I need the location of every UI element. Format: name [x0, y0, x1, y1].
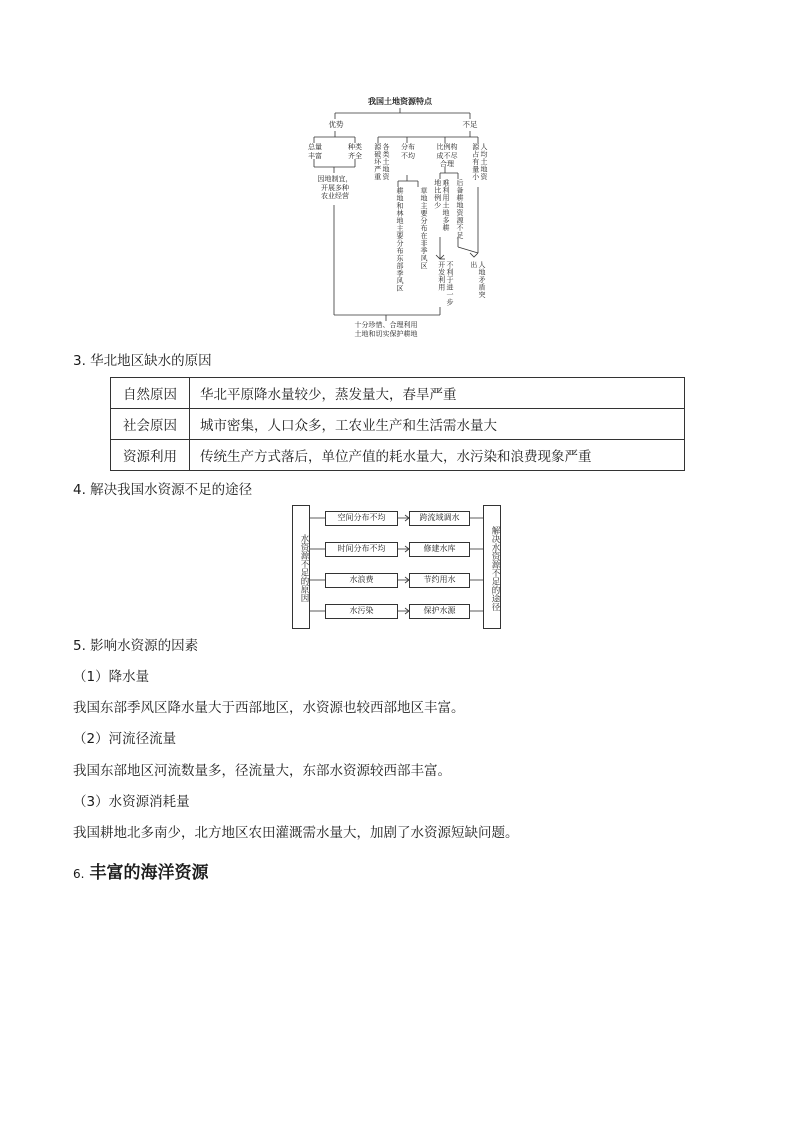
land-col-b1: 耕地和林地主要分布东部季风区 [396, 187, 404, 292]
section5-heading: 5. 影响水资源的因素 [73, 638, 199, 654]
land-total-amount: 总量 丰富 [308, 143, 322, 160]
table-row [111, 378, 685, 409]
section5-text-1: 我国东部季风区降水量大于西部地区，水资源也较西部地区丰富。 [73, 700, 465, 716]
section3-heading: 3. 华北地区缺水的原因 [73, 353, 212, 369]
table-cell-value: 城市密集，人口众多，工农业生产和生活需水量大 [190, 409, 685, 440]
table-cell-key: 自然原因 [111, 378, 190, 409]
land-col-c-top: 比例构 成不尽 合理 [436, 143, 458, 168]
land-col-a-top: 各类土地资源破坏严重 [373, 143, 390, 181]
land-shortage-label: 不足 [462, 120, 478, 129]
cause-box: 空间分布不均 [325, 511, 398, 526]
land-col-e1: 不利于进一步开发利用 [437, 261, 454, 306]
land-diagram-title: 我国土地资源特点 [368, 96, 432, 106]
table-row [111, 440, 685, 471]
section5-text-3: 我国耕地北多南少，北方地区农田灌溉需水量大，加剧了水资源短缺问题。 [73, 825, 519, 841]
section5-sub-3: （3）水资源消耗量 [73, 794, 190, 810]
land-types: 种类 齐全 [348, 143, 362, 160]
land-col-d-top: 人均土地资源占有量小 [471, 143, 488, 181]
cause-box: 水浪费 [325, 573, 398, 588]
section6-heading [73, 858, 209, 883]
solution-box: 节约用水 [409, 573, 470, 588]
section6-title: 丰富的海洋资源 [89, 863, 209, 883]
causes-label-box: 水资源不足的原因 [292, 505, 310, 629]
solution-box: 跨流域调水 [409, 511, 470, 526]
section5-sub-1: （1）降水量 [73, 669, 150, 685]
land-col-e2: 人地矛盾突出 [469, 261, 486, 299]
table-row [111, 409, 685, 440]
cause-box: 水污染 [325, 604, 398, 619]
section5-sub-2: （2）河流径流量 [73, 731, 177, 747]
table-cell-key: 资源利用 [111, 440, 190, 471]
table-cell-value: 传统生产方式落后，单位产值的耗水量大，水污染和浪费现象严重 [190, 440, 685, 471]
land-advantage-label: 优势 [328, 120, 344, 129]
land-resources-diagram [300, 95, 500, 345]
table-cell-value: 华北平原降水量较少，蒸发量大，春旱严重 [190, 378, 685, 409]
land-conclusion: 十分珍惜、合理利用 土地和切实保护耕地 [354, 321, 418, 338]
land-col-b2: 草地主要分布在非季风区 [420, 187, 428, 270]
solution-box: 修建水库 [409, 542, 470, 557]
solution-box: 保护水源 [409, 604, 470, 619]
section4-heading: 4. 解决我国水资源不足的途径 [73, 482, 253, 498]
section5-text-2: 我国东部地区河流数量多，径流量大，东部水资源较西部丰富。 [73, 763, 451, 779]
table-cell-key: 社会原因 [111, 409, 190, 440]
water-shortage-table [110, 377, 685, 471]
land-col-b-top: 分布 不均 [401, 143, 415, 160]
cause-box: 时间分布不均 [325, 542, 398, 557]
solutions-label-box: 解决水资源不足的途径 [483, 505, 501, 629]
land-col-c1: 难利用土地多耕地比例少 [433, 179, 450, 232]
section6-number: 6. [73, 867, 85, 881]
water-solution-diagram [292, 505, 502, 629]
land-col-c2: 后备耕地资源不足 [456, 179, 464, 239]
land-adapt: 因地制宜， 开展多种 农业经营 [317, 175, 353, 200]
